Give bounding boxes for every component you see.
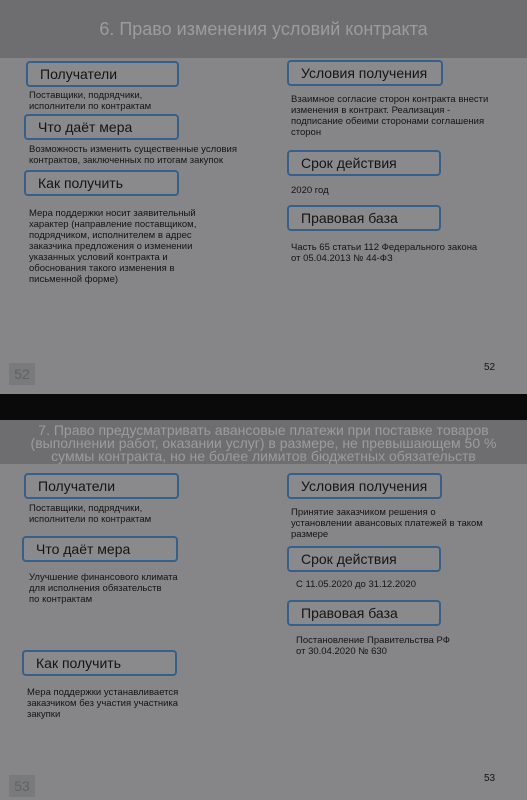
how-header: Как получить xyxy=(22,650,177,676)
how-text: Мера поддержки носит заявительный характер (направление поставщиком, подрядчиком, исполнителем в адрес заказчика предложения о изменении указанных условий контракта и обоснования такого изменения в письменной форме) xyxy=(29,208,197,285)
conditions-text: Взаимное согласие сторон контракта внести изменения в контракт. Реализация - подписание обеими сторонами соглашения сторон xyxy=(291,94,489,138)
recipients-header: Получатели xyxy=(26,61,179,87)
title-line-2: (выполнении работ, оказании услуг) в размере, не превышающем 50 % xyxy=(30,435,497,451)
legal-header: Правовая база xyxy=(287,600,441,626)
slide-number-badge: 53 xyxy=(9,775,35,797)
legal-header: Правовая база xyxy=(287,205,441,231)
title-line-1: 7. Право предусматривать авансовые платежи при поставке товаров xyxy=(38,422,489,438)
slide-number-badge: 52 xyxy=(9,363,35,385)
page-number: 52 xyxy=(484,362,496,373)
measure-header: Что даёт мера xyxy=(22,536,178,562)
page-number: 53 xyxy=(484,773,496,784)
recipients-text: Поставщики, подрядчики, исполнители по контрактам xyxy=(29,503,152,525)
how-text: Мера поддержки устанавливается заказчиком без участия участника закупки xyxy=(27,687,179,720)
term-text: 2020 год xyxy=(291,185,329,196)
recipients-header: Получатели xyxy=(24,473,179,499)
slide-52 xyxy=(0,0,527,394)
legal-text: Часть 65 статьи 112 Федерального закона от 05.04.2013 № 44-ФЗ xyxy=(291,242,478,264)
term-text: С 11.05.2020 до 31.12.2020 xyxy=(296,579,416,590)
title-line-3: суммы контракта, но не более лимитов бюджетных обязательств xyxy=(51,448,476,464)
measure-text: Улучшение финансового климата для исполнения обязательств по контрактам xyxy=(29,572,178,605)
legal-text: Постановление Правительства РФ от 30.04.2020 № 630 xyxy=(296,635,450,657)
conditions-text: Принятие заказчиком решения о установлении авансовых платежей в таком размере xyxy=(291,507,483,540)
slide-53 xyxy=(0,420,527,800)
conditions-header: Условия получения xyxy=(287,60,443,86)
term-header: Срок действия xyxy=(287,546,441,572)
measure-header: Что даёт мера xyxy=(24,114,179,140)
conditions-header: Условия получения xyxy=(287,473,442,499)
slide-title: 6. Право изменения условий контракта xyxy=(0,0,527,58)
measure-text: Возможность изменить существенные условия контрактов, заключенных по итогам закупок xyxy=(29,144,238,166)
term-header: Срок действия xyxy=(287,150,441,176)
recipients-text: Поставщики, подрядчики, исполнители по контрактам xyxy=(29,90,152,112)
slide-title xyxy=(0,420,527,464)
how-header: Как получить xyxy=(24,170,179,196)
